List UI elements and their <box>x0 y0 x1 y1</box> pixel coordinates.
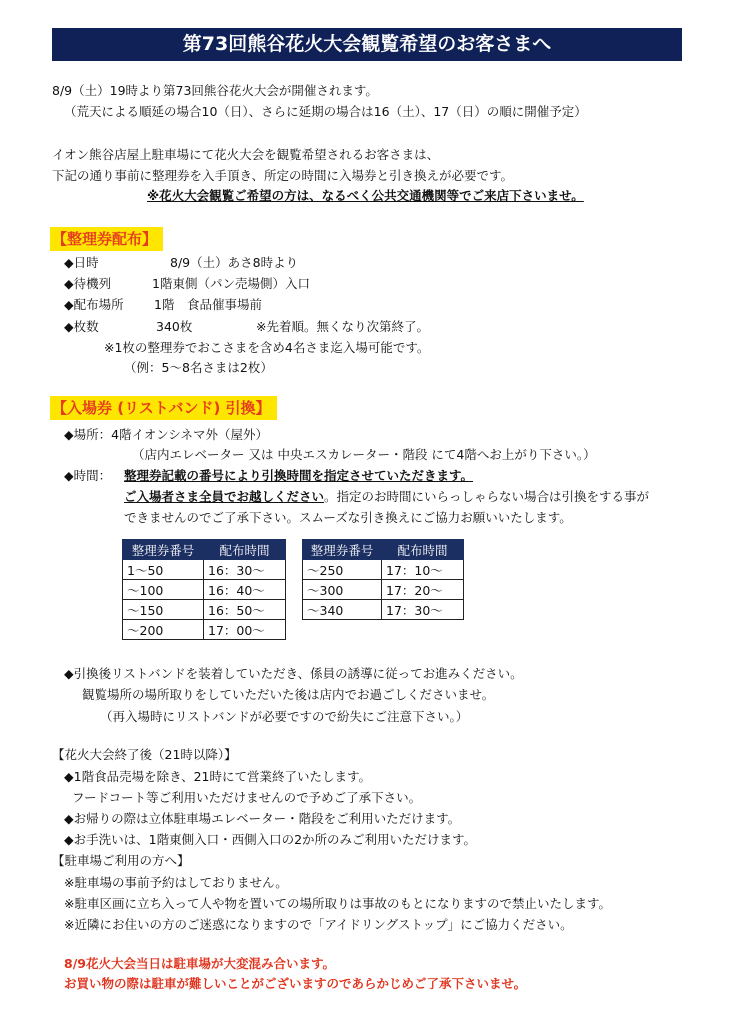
time-cell: 16：40～ <box>204 580 286 600</box>
after-line-1: ◆1階食品売場を除き、21時にて営業終了いたします。 <box>64 769 371 784</box>
number-cell: ～150 <box>123 600 204 620</box>
ticket-count-value: 340枚 <box>156 319 193 334</box>
ticket-note-2: （例：5～8名さまは2枚） <box>124 360 273 375</box>
header-time: 配布時間 <box>382 540 464 560</box>
header-time: 配布時間 <box>204 540 286 560</box>
entry-all-attend: ご入場者さま全員でお越しください <box>124 489 325 504</box>
header-number: 整理券番号 <box>303 540 382 560</box>
table-row <box>303 580 464 600</box>
after-line-3: ◆お帰りの際は立体駐車場エレベーター・階段をご利用いただけます。 <box>64 811 461 826</box>
header-number: 整理券番号 <box>123 540 204 560</box>
time-cell: 17：20～ <box>382 580 464 600</box>
schedule-table-left <box>122 539 286 640</box>
parking-line-1: ※駐車場の事前予約はしておりません。 <box>64 875 288 890</box>
entry-time-line-2 <box>124 488 649 505</box>
table-row <box>123 580 286 600</box>
number-cell: ～340 <box>303 600 382 620</box>
ticket-note-1: ※1枚の整理券でおこさまを含め4名さま迄入場可能です。 <box>104 340 430 355</box>
page-title: 第73回熊谷花火大会観覧希望のお客さまへ <box>52 28 682 61</box>
ticket-date-label: ◆日時 <box>64 255 99 270</box>
number-cell: ～200 <box>123 620 204 640</box>
entry-time-highlight: 整理券記載の番号により引換時間を指定させていただきます。 <box>124 468 474 483</box>
ticket-count-note: ※先着順。無くなり次第終了。 <box>256 319 429 334</box>
parking-line-3: ※近隣にお住いの方のご迷惑になりますので「アイドリングストップ」にご協力ください。 <box>64 917 573 932</box>
ticket-queue-value: 1階東側（パン売場側）入口 <box>152 276 310 291</box>
number-cell: ～250 <box>303 560 382 580</box>
ticket-queue-label: ◆待機列 <box>64 276 112 291</box>
notice-line-1: イオン熊谷店屋上駐車場にて花火大会を観覧希望されるお客さまは、 <box>52 147 440 162</box>
number-cell: ～300 <box>303 580 382 600</box>
after-line-4: ◆お手洗いは、1階東側入口・西側入口の2か所のみご利用いただけます。 <box>64 832 477 847</box>
table-row <box>303 560 464 580</box>
entry-place-sub: （店内エレベーター 又は 中央エスカレーター・階段 にて4階へお上がり下さい。） <box>132 447 596 462</box>
schedule-table-right <box>302 539 464 620</box>
time-cell: 16：50～ <box>204 600 286 620</box>
time-cell: 16：30～ <box>204 560 286 580</box>
time-cell: 17：10～ <box>382 560 464 580</box>
entry-time-label: ◆時間： <box>64 468 112 483</box>
entry-time-line-3: できませんのでご了承下さい。スムーズな引き換えにご協力お願いいたします。 <box>124 510 572 525</box>
wristband-line-2: 観覧場所の場所取りをしていただいた後は店内でお過ごしくださいませ。 <box>82 687 495 702</box>
intro-line-2: （荒天による順延の場合10（日）、さらに延期の場合は16（土）、17（日）の順に開催予定） <box>64 104 587 119</box>
table-row <box>123 560 286 580</box>
warning-line-2: お買い物の際は駐車が難しいことがございますのであらかじめご了承下さいませ。 <box>64 976 527 991</box>
after-line-2: フードコート等ご利用いただけませんので予めご了承下さい。 <box>72 790 422 805</box>
entry-section-heading: 【入場券 (リストバンド) 引換】 <box>50 396 277 420</box>
table-row <box>123 620 286 640</box>
ticket-count-label: ◆枚数 <box>64 319 99 334</box>
wristband-line-3: （再入場時にリストバンドが必要ですので紛失にご注意下さい。） <box>100 709 469 724</box>
wristband-line-1: ◆引換後リストバンドを装着していただき、係員の誘導に従ってお進みください。 <box>64 666 523 681</box>
ticket-section-heading: 【整理券配布】 <box>50 227 163 251</box>
parking-heading: 【駐車場ご利用の方へ】 <box>52 853 190 868</box>
entry-time-rest: 。指定のお時間にいらっしゃらない場合は引換をする事が <box>324 489 650 504</box>
table-row <box>303 600 464 620</box>
time-cell: 17：30～ <box>382 600 464 620</box>
ticket-place-value: 1階 食品催事場前 <box>154 297 262 312</box>
number-cell: 1～50 <box>123 560 204 580</box>
entry-place: ◆場所：4階イオンシネマ外（屋外） <box>64 427 269 442</box>
ticket-place-label: ◆配布場所 <box>64 297 124 312</box>
notice-line-2: 下記の通り事前に整理券を入手頂き、所定の時間に入場券と引き換えが必要です。 <box>52 168 514 183</box>
time-cell: 17：00～ <box>204 620 286 640</box>
number-cell: ～100 <box>123 580 204 600</box>
after-heading: 【花火大会終了後（21時以降）】 <box>52 747 237 762</box>
table-row <box>123 600 286 620</box>
transport-notice: ※花火大会観覧ご希望の方は、なるべく公共交通機関等でご来店下さいませ。 <box>147 188 584 203</box>
ticket-date-value: 8/9（土）あさ8時より <box>170 255 299 270</box>
warning-line-1: 8/9花火大会当日は駐車場が大変混み合います。 <box>64 956 335 971</box>
intro-line-1: 8/9（土）19時より第73回熊谷花火大会が開催されます。 <box>52 83 378 98</box>
parking-line-2: ※駐車区画に立ち入って人や物を置いての場所取りは事故のもとになりますので禁止いたします。 <box>64 896 611 911</box>
